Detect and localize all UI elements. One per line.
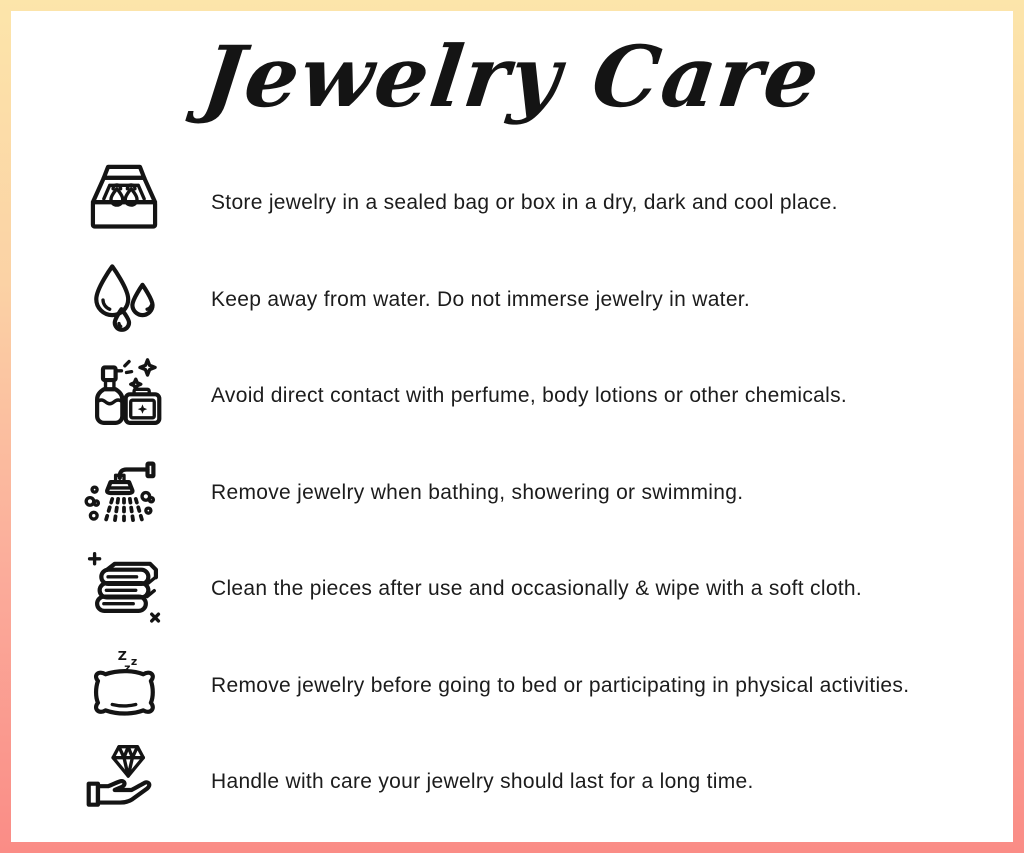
care-item-row-shower [11, 445, 1013, 541]
care-item-text: Handle with care your jewelry should last for a long time. [211, 770, 754, 793]
care-item-text: Store jewelry in a sealed bag or box in a dry, dark and cool place. [211, 191, 838, 214]
care-item-row-sleep [11, 638, 1013, 734]
jewelry-care-card [11, 11, 1013, 842]
care-item-text: Remove jewelry when bathing, showering or swimming. [211, 481, 744, 504]
shower-head-icon [81, 451, 167, 535]
care-item-text: Clean the pieces after use and occasionally & wipe with a soft cloth. [211, 577, 863, 600]
care-item-row-chemicals [11, 348, 1013, 444]
svg-text:Z: Z [117, 647, 127, 663]
care-item-text: Avoid direct contact with perfume, body lotions or other chemicals. [211, 384, 848, 407]
care-item-text: Keep away from water. Do not immerse jewelry in water. [211, 288, 751, 311]
care-item-row-clean [11, 541, 1013, 637]
care-item-row-water [11, 252, 1013, 348]
hand-diamond-icon [81, 740, 167, 824]
care-item-row-store [11, 155, 1013, 251]
page-title: Jewelry Care [197, 27, 827, 126]
care-item-text: Remove jewelry before going to bed or participating in physical activities. [211, 674, 910, 697]
care-item-row-handle [11, 734, 1013, 830]
svg-text:z: z [130, 655, 138, 668]
pillow-sleep-icon [81, 644, 167, 728]
svg-text:z: z [124, 661, 131, 675]
folded-cloth-icon [81, 547, 167, 631]
jewelry-box-icon [81, 161, 167, 245]
water-drops-icon [81, 258, 167, 342]
perfume-bottle-icon [81, 354, 167, 438]
